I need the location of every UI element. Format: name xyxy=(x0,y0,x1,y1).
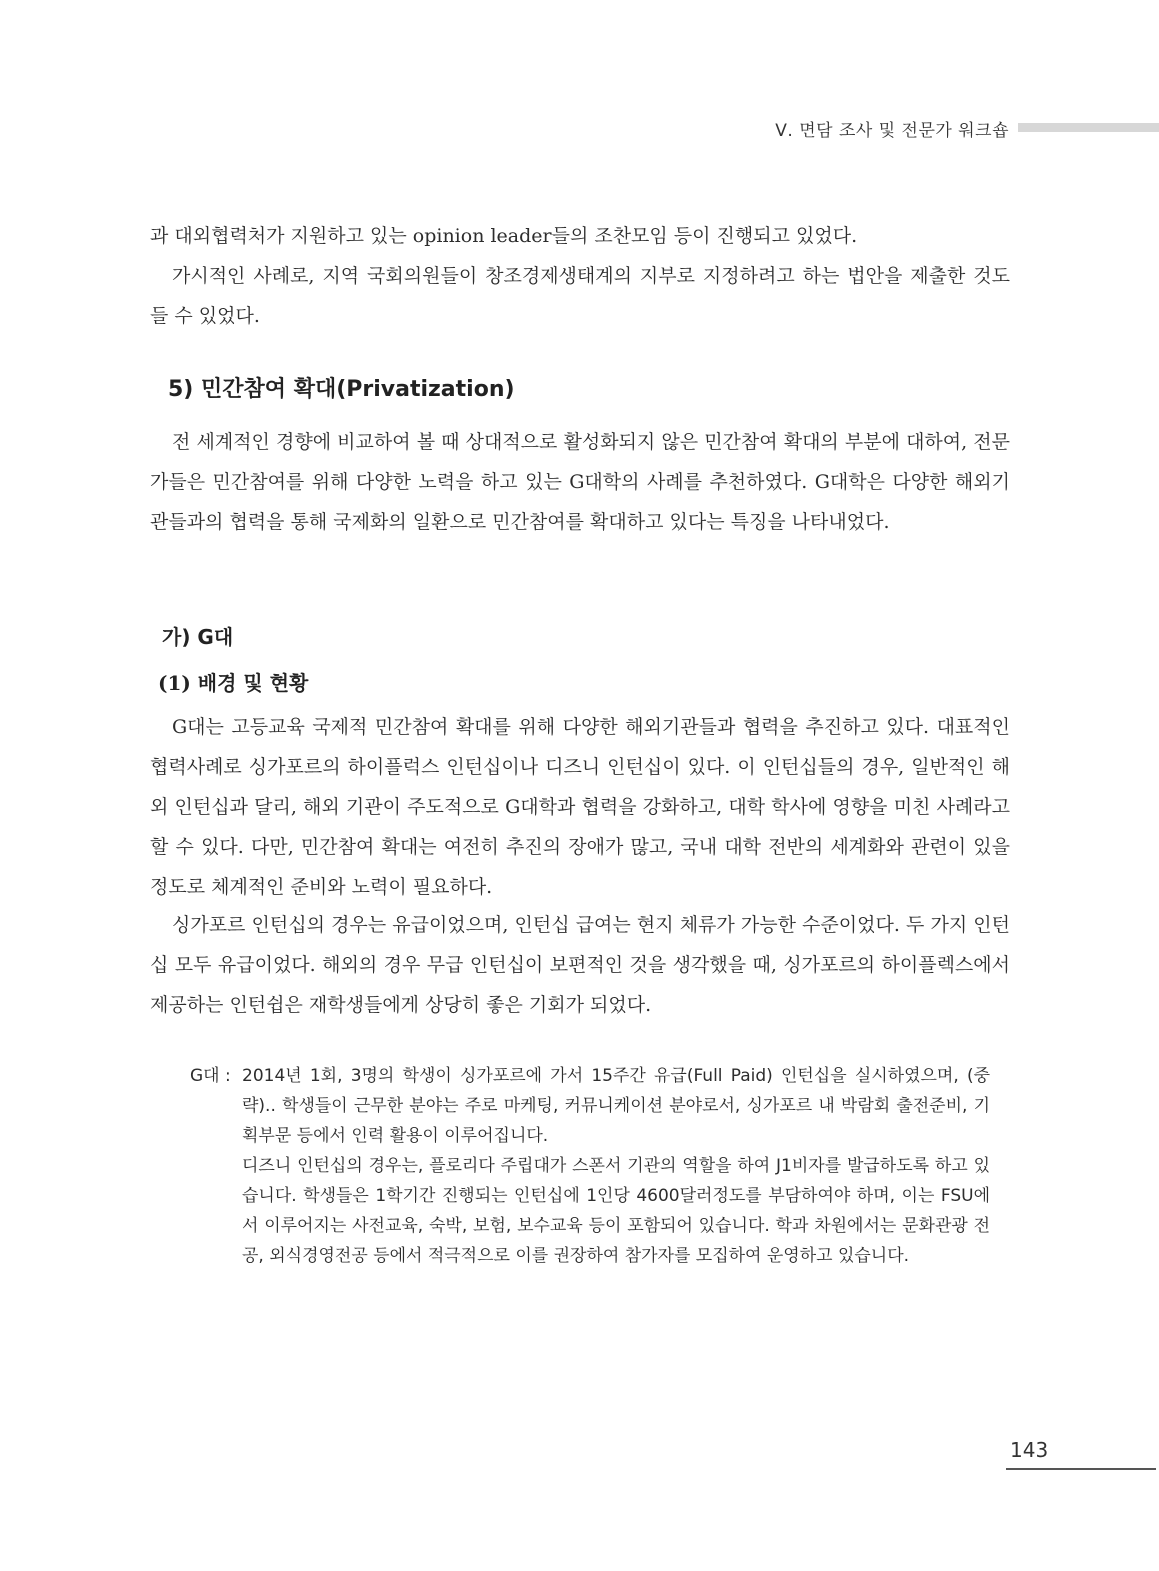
subsection-heading: 가) G대 xyxy=(162,625,234,649)
paragraph-example: 가시적인 사례로, 지역 국회의원들이 창조경제생태계의 지부로 지정하려고 하는 법안을 제출한 것도 들 수 있었다. xyxy=(150,265,1010,327)
interview-quote xyxy=(190,1061,990,1271)
paragraph-continuation: 과 대외협력처가 지원하고 있는 opinion leader들의 조찬모임 등이 진행되고 있었다. xyxy=(150,225,858,247)
quote-paragraph: 2014년 1회, 3명의 학생이 싱가포르에 가서 15주간 유급(Full Paid) 인턴십을 실시하였으며, (중략).. 학생들이 근무한 분야는 주로 마케팅, 커뮤니케이션 분야로서, 싱가포르 내 박람회 출전준비, 기획부문 등에서 인력 활용이 이루어집니다. xyxy=(242,1066,990,1146)
subsubsection-heading: (1) 배경 및 현황 xyxy=(158,671,309,695)
section-heading: 5) 민간참여 확대(Privatization) xyxy=(168,377,515,402)
quote-speaker: G대 : xyxy=(190,1066,231,1086)
header-bar xyxy=(1018,123,1159,132)
section-intro: 전 세계적인 경향에 비교하여 볼 때 상대적으로 활성화되지 않은 민간참여 확대의 부분에 대하여, 전문가들은 민간참여를 위해 다양한 노력을 하고 있는 G대학의 사례를 추천하였다. G대학은 다양한 해외기관들과의 협력을 통해 국제화의 일환으로 민간참여를 확대하고 있다는 특징을 나타내었다. xyxy=(150,431,1010,533)
quote-paragraph: 디즈니 인턴십의 경우는, 플로리다 주립대가 스폰서 기관의 역할을 하여 J1비자를 발급하도록 하고 있습니다. 학생들은 1학기간 진행되는 인턴십에 1인당 4600달러정도를 부담하여야 하며, 이는 FSU에서 이루어지는 사전교육, 숙박, 보험, 보수교육 등이 포함되어 있습니다. 학과 차원에서는 문화관광 전공, 외식경영전공 등에서 적극적으로 이를 권장하여 참가자를 모집하여 운영하고 있습니다. xyxy=(242,1156,990,1266)
paragraph-singapore: 싱가포르 인턴십의 경우는 유급이었으며, 인턴십 급여는 현지 체류가 가능한 수준이었다. 두 가지 인턴십 모두 유급이었다. 해외의 경우 무급 인턴십이 보편적인 것을 생각했을 때, 싱가포르의 하이플렉스에서 제공하는 인턴쉽은 재학생들에게 상당히 좋은 기회가 되었다. xyxy=(150,914,1010,1016)
header-title: Ⅴ. 면담 조사 및 전문가 워크숍 xyxy=(775,121,1009,141)
paragraph-background: G대는 고등교육 국제적 민간참여 확대를 위해 다양한 해외기관들과 협력을 추진하고 있다. 대표적인 협력사례로 싱가포르의 하이플럭스 인턴십이나 디즈니 인턴십이 있다. 이 인턴십들의 경우, 일반적인 해외 인턴십과 달리, 해외 기관이 주도적으로 G대학과 협력을 강화하고, 대학 학사에 영향을 미친 사례라고 할 수 있다. 다만, 민간참여 확대는 여전히 추진의 장애가 많고, 국내 대학 전반의 세계화와 관련이 있을 정도로 체계적인 준비와 노력이 필요하다. xyxy=(150,716,1010,898)
page-number-rule xyxy=(1006,1468,1156,1470)
quote-body xyxy=(242,1061,990,1271)
page-number: 143 xyxy=(1010,1438,1049,1462)
